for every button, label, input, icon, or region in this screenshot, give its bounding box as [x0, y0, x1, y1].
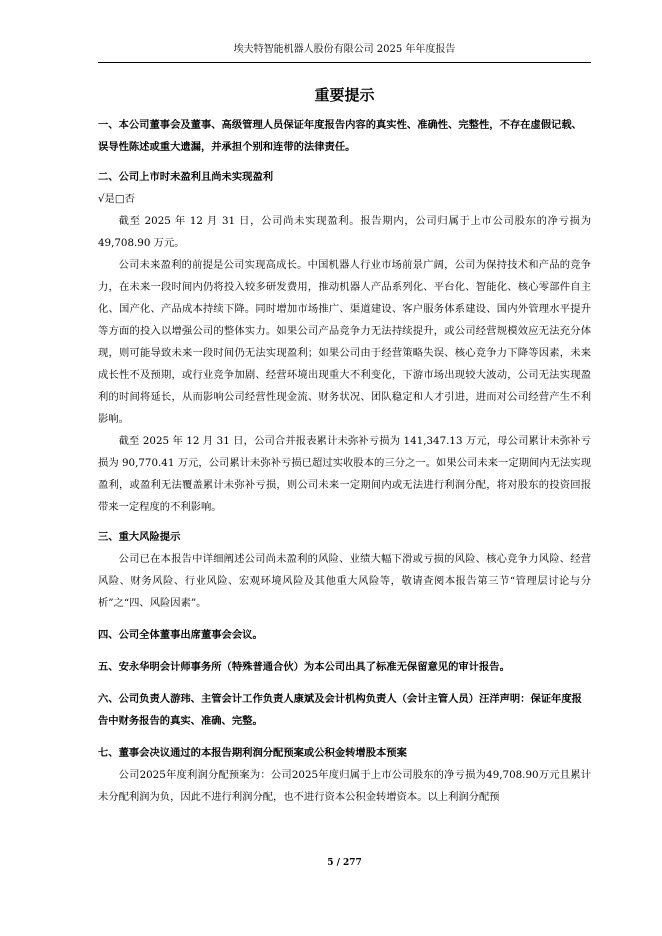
section-1-heading: 一、本公司董事会及董事、高级管理人员保证年度报告内容的真实性、准确性、完整性，不存在虚假记载、误导性陈述或重大遗漏，并承担个别和连带的法律责任。 [98, 119, 582, 153]
section-3-paragraph-1: 公司已在本报告中详细阐述公司尚未盈利的风险、业绩大幅下滑或亏损的风险、核心竞争力风险、经营风险、财务风险、行业风险、宏观环境风险及其他重大风险等，敬请查阅本报告第三节“管理层讨论与分析”之“四、风险因素”。 [98, 553, 591, 609]
section-2-heading: 二、公司上市时未盈利且尚未实现盈利 [98, 171, 274, 183]
section-3-heading: 三、重大风险提示 [98, 531, 181, 543]
section-2-paragraph-3: 截至 2025 年 12 月 31 日，公司合并报表累计未弥补亏损为 141,347.13 万元，母公司累计未弥补亏损为 90,770.41 万元，公司累计未弥补亏损已超过实收股本的三分之一。如果公司未来一定期间内无法实现盈利，或盈利无法覆盖累计未弥补亏损，则公司未来一定期间内或无法进行利润分配，将对股东的投资回报带来一定程度的不利影响。 [98, 435, 591, 513]
page-number: 5 / 277 [327, 858, 362, 868]
section-4-heading: 四、公司全体董事出席董事会会议。 [98, 629, 263, 641]
page-header: 埃夫特智能机器人股份有限公司 2025 年年度报告 [233, 44, 456, 55]
page-title: 重要提示 [314, 86, 375, 104]
header-divider [98, 62, 591, 63]
section-6-heading: 六、公司负责人游玮、主管会计工作负责人康斌及会计机构负责人（会计主管人员）汪洋声明：保证年度报告中财务报告的真实、准确、完整。 [98, 693, 582, 727]
document-body [98, 114, 591, 808]
section-7-paragraph-1: 公司2025年度利润分配预案为：公司2025年度归属于上市公司股东的净亏损为49,708.90万元且累计未分配利润为负，因此不进行利润分配，也不进行资本公积金转增资本。以上利润分配预 [98, 769, 591, 803]
section-7-heading: 七、董事会决议通过的本报告期利润分配预案或公积金转增股本预案 [98, 747, 407, 759]
section-2-paragraph-1: 截至 2025 年 12 月 31 日，公司尚未实现盈利。报告期内，公司归属于上市公司股东的净亏损为 49,708.90 万元。 [98, 215, 591, 249]
section-2-checkbox-line: √是□否 [98, 193, 135, 205]
section-2-paragraph-2: 公司未来盈利的前提是公司实现高成长。中国机器人行业市场前景广阔，公司为保持技术和产品的竞争力，在未来一段时间内仍将投入较多研发费用，推动机器人产品系列化、平台化、智能化、核心零部件自主化、国产化、产品成本持续下降。同时增加市场推广、渠道建设、客户服务体系建设、国内外管理水平提升等方面的投入以增强公司的整体实力。如果公司产品竞争力无法持续提升，或公司经营规模效应无法充分体现，则可能导致未来一段时间仍无法实现盈利；如果公司由于经营策略失误、核心竞争力下降等因素，未来成长性不及预期，或行业竞争加剧、经营环境出现重大不利变化，下游市场出现较大波动，公司无法实现盈利的时间将延长，从而影响公司经营性现金流、财务状况、团队稳定和人才引进，进而对公司经营产生不利影响。 [98, 259, 591, 425]
section-5-heading: 五、安永华明会计师事务所（特殊普通合伙）为本公司出具了标准无保留意见的审计报告。 [98, 661, 510, 673]
